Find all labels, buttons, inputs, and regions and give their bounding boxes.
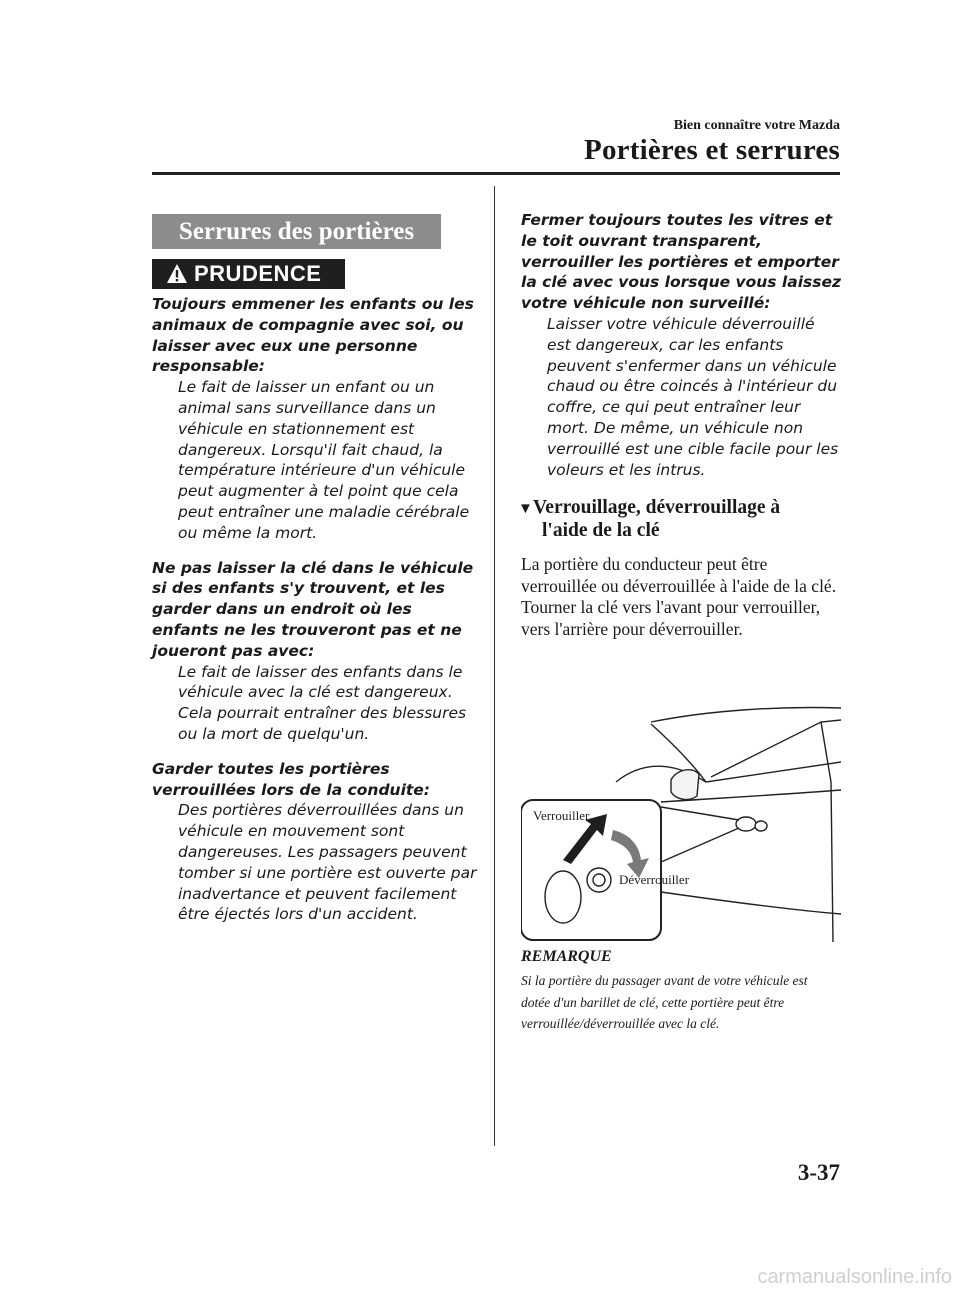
warning-heading: Fermer toujours toutes les vitres et le toit ouvrant transparent, verrouiller les portières et emporter la clé avec vous lorsque vous laissez votre véhicule non surveillé: <box>521 211 841 313</box>
note-body: Si la portière du passager avant de votre véhicule est dotée d'un barillet de clé, cette portière peut être verrouillée/déverrouillée avec la clé. <box>521 973 808 1031</box>
warning-body: Le fait de laisser des enfants dans le véhicule avec la clé est dangereux. Cela pourrait entraîner des blessures ou la mort de quelqu'un. <box>178 662 467 743</box>
caution-badge <box>152 259 345 289</box>
triangle-bullet-icon: ▼ <box>518 501 533 518</box>
right-column <box>518 210 841 640</box>
left-column <box>152 294 482 939</box>
warning-heading: Garder toutes les portières verrouillées lors de la conduite: <box>152 759 431 799</box>
section-title: Serrures des portières <box>152 214 441 249</box>
warning-body: Laisser votre véhicule déverrouillé est dangereux, car les enfants peuvent s'enfermer dans un véhicule chaud ou être coincés à l'intérieur du coffre, ce qui peut entraîner leur mort. De même, un véhicule non verrouillé est une cible facile pour les voleurs et les intrus. <box>547 314 839 479</box>
chapter-subtitle: Bien connaître votre Mazda <box>673 118 840 133</box>
warning-icon <box>166 263 188 285</box>
body-paragraph: Tourner la clé vers l'avant pour verrouiller, vers l'arrière pour déverrouiller. <box>521 597 821 639</box>
subsection-title-line2: l'aide de la clé <box>542 520 660 542</box>
note-heading: REMARQUE <box>521 948 612 965</box>
lock-label: Verrouiller <box>533 808 590 823</box>
caution-label: PRUDENCE <box>194 261 322 286</box>
warning-heading: Ne pas laisser la clé dans le véhicule si des enfants s'y trouvent, et les garder dans un endroit où les enfants ne les trouveront pas et ne joueront pas avec: <box>152 558 474 660</box>
warning-body: Des portières déverrouillées dans un véhicule en mouvement sont dangereuses. Les passagers peuvent tomber si une portière est ouverte par inadvertance et peuvent facilement être éjectés lors d'un accident. <box>178 801 477 924</box>
subsection-title-line1: Verrouillage, déverrouillage à <box>533 497 781 519</box>
warning-body: Le fait de laisser un enfant ou un animal sans surveillance dans un véhicule en stationnement est dangereux. Lorsqu'il fait chaud, la température intérieure d'un véhicule peut augmenter à tel point que cela peut entraîner une maladie cérébrale ou même la mort. <box>178 378 470 542</box>
body-paragraph: La portière du conducteur peut être verrouillée ou déverrouillée à l'aide de la clé. <box>521 554 837 596</box>
column-divider <box>494 186 495 1146</box>
door-key-illustration <box>521 702 841 942</box>
chapter-title: Portières et serrures <box>584 134 840 166</box>
header-rule <box>152 172 840 175</box>
page-number: 3-37 <box>797 1160 840 1185</box>
warning-heading: Toujours emmener les enfants ou les animaux de compagnie avec soi, ou laisser avec eux une personne responsable: <box>152 295 474 376</box>
unlock-label: Déverrouiller <box>619 872 690 887</box>
footer-watermark: carmanualsonline.info <box>757 1266 952 1288</box>
subsection-heading <box>518 496 841 542</box>
